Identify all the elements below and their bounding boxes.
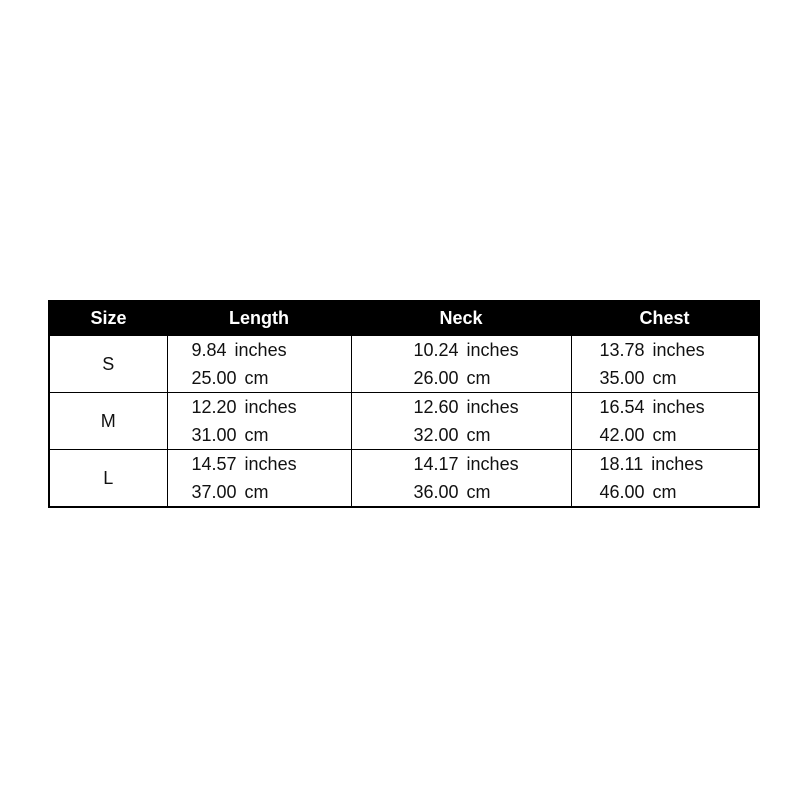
neck-cell (351, 336, 571, 393)
table-row (49, 450, 759, 508)
neck-inches-value: 12.60 (413, 397, 459, 417)
length-cell (167, 393, 351, 450)
chest-inches-value: 18.11 (599, 454, 644, 474)
unit-inches: inches (466, 397, 519, 417)
header-neck: Neck (351, 301, 571, 336)
unit-cm: cm (652, 425, 677, 445)
chest-cm-value: 42.00 (599, 425, 645, 445)
chest-cm-value: 35.00 (599, 368, 645, 388)
header-size: Size (49, 301, 167, 336)
unit-cm: cm (244, 482, 269, 502)
chest-cell (571, 393, 759, 450)
chest-inches-value: 13.78 (599, 340, 645, 360)
header-chest: Chest (571, 301, 759, 336)
neck-inches-value: 14.17 (413, 454, 459, 474)
header-length: Length (167, 301, 351, 336)
unit-cm: cm (652, 368, 677, 388)
unit-inches: inches (652, 340, 705, 360)
table-row (49, 336, 759, 393)
neck-cm-value: 32.00 (413, 425, 459, 445)
chest-cm-value: 46.00 (599, 482, 645, 502)
unit-inches: inches (234, 340, 287, 360)
unit-cm: cm (466, 368, 491, 388)
header-row (49, 301, 759, 336)
length-cm-value: 31.00 (191, 425, 237, 445)
table-header (49, 301, 759, 336)
length-inches-value: 14.57 (191, 454, 237, 474)
length-cm-value: 25.00 (191, 368, 237, 388)
chest-cell (571, 450, 759, 508)
neck-cm-value: 26.00 (413, 368, 459, 388)
chest-cell (571, 336, 759, 393)
unit-cm: cm (244, 368, 269, 388)
unit-inches: inches (466, 340, 519, 360)
unit-inches: inches (651, 454, 704, 474)
neck-cell (351, 393, 571, 450)
unit-inches: inches (244, 454, 297, 474)
chest-inches-value: 16.54 (599, 397, 645, 417)
length-inches-value: 12.20 (191, 397, 237, 417)
length-inches-value: 9.84 (191, 340, 227, 360)
length-cell (167, 450, 351, 508)
size-label: M (49, 393, 167, 450)
unit-cm: cm (466, 482, 491, 502)
neck-cm-value: 36.00 (413, 482, 459, 502)
size-chart-table (48, 300, 760, 508)
unit-inches: inches (244, 397, 297, 417)
table-row (49, 393, 759, 450)
unit-cm: cm (652, 482, 677, 502)
neck-cell (351, 450, 571, 508)
unit-inches: inches (652, 397, 705, 417)
unit-cm: cm (244, 425, 269, 445)
size-label: L (49, 450, 167, 508)
neck-inches-value: 10.24 (413, 340, 459, 360)
length-cell (167, 336, 351, 393)
unit-cm: cm (466, 425, 491, 445)
size-label: S (49, 336, 167, 393)
length-cm-value: 37.00 (191, 482, 237, 502)
unit-inches: inches (466, 454, 519, 474)
